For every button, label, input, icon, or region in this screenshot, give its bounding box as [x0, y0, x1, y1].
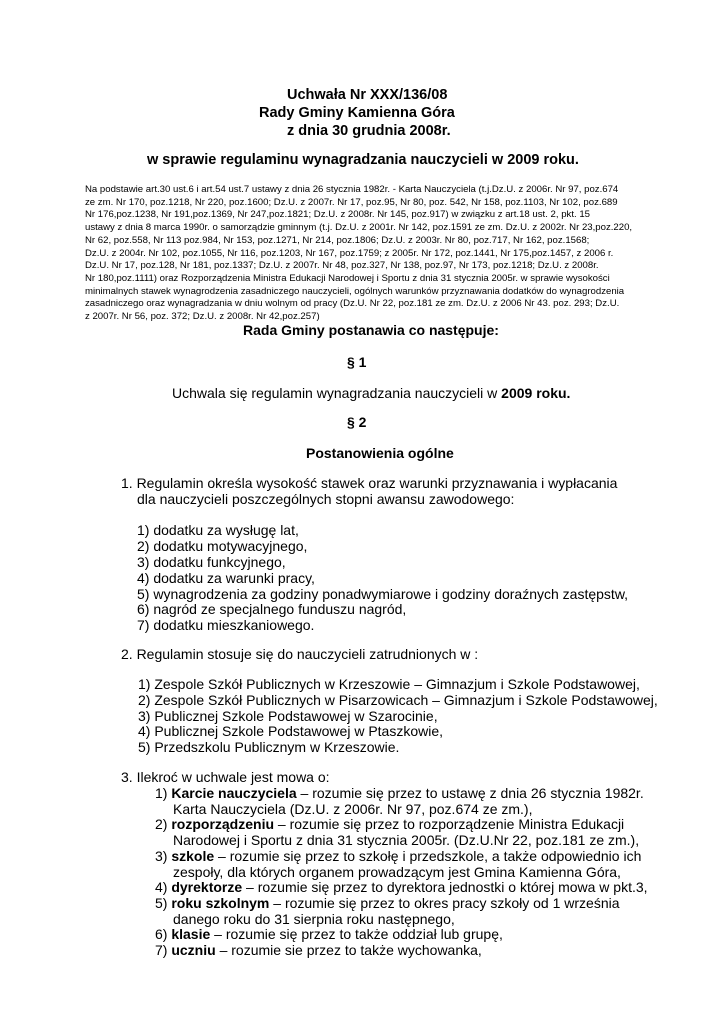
- definition-continuation: Karta Nauczyciela (Dz.U. z 2006r. Nr 97, poz.674 ze zm.),: [173, 801, 533, 817]
- point-1-line-2: dla nauczycieli poszczególnych stopni awansu zawodowego:: [137, 491, 515, 507]
- definition-text: – rozumie się przez to ustawę z dnia 26 stycznia 1982r.: [296, 785, 644, 801]
- definition-continuation: danego roku do 31 sierpnia roku następnego,: [173, 911, 455, 927]
- definition-szkola: [155, 848, 641, 864]
- council-decides-heading: Rada Gminy postanawia co następuje:: [243, 322, 499, 338]
- council-name: Rady Gminy Kamienna Góra: [259, 105, 455, 121]
- definition-number: 5): [155, 895, 168, 911]
- point-3-line: 3. Ilekroć w uchwale jest mowa o:: [121, 769, 330, 785]
- definition-number: 7): [155, 942, 168, 958]
- definition-continuation: Narodowej i Sportu z dnia 31 stycznia 2005r. (Dz.U.Nr 22, poz.181 ze zm.),: [173, 832, 640, 848]
- definition-term: szkole: [171, 848, 215, 864]
- definition-term: klasie: [171, 926, 211, 942]
- definition-text: – rozumie sie przez to także wychowanka,: [215, 942, 482, 958]
- definition-text: – rozumie się przez to także oddział lub grupę,: [210, 926, 503, 942]
- definition-term: dyrektorze: [171, 879, 243, 895]
- legal-basis-line: ze zm. Nr 170, poz.1218, Nr 220, poz.1600; Dz.U. z 2007r. Nr 17, poz.95, Nr 80, poz. 542, Nr 158, poz.1103, Nr 102, poz.689: [85, 196, 618, 208]
- legal-basis-line: Na podstawie art.30 ust.6 i art.54 ust.7 ustawy z dnia 26 stycznia 1982r. - Karta Nauczyciela (t.j.Dz.U. z 2006r. Nr 97, poz.674: [85, 184, 619, 195]
- section-2-label: § 2: [347, 414, 367, 430]
- point-2-item: 2) Zespole Szkół Publicznych w Pisarzowicach – Gimnazjum i Szkole Podstawowej,: [138, 692, 658, 708]
- definition-text: – rozumie się przez to okres pracy szkoły od 1 września: [269, 895, 620, 911]
- definition-continuation: zespoły, dla których organem prowadzącym jest Gmina Kamienna Góra,: [173, 864, 621, 880]
- point-1-item: 6) nagród ze specjalnego funduszu nagród,: [137, 601, 407, 617]
- legal-basis-line: Nr 176,poz.1238, Nr 191,poz.1369, Nr 247,poz.1821; Dz.U. z 2008r. Nr 145, poz.917) w związku z art.18 ust. 2, pkt. 15: [85, 209, 591, 221]
- definition-number: 3): [155, 848, 168, 864]
- definition-klasa: [155, 926, 503, 942]
- point-2-line: 2. Regulamin stosuje się do nauczycieli zatrudnionych w :: [121, 646, 479, 662]
- legal-basis-line: Nr 62, poz.558, Nr 113 poz.984, Nr 153, poz.1271, Nr 214, poz.1806; Dz.U. z 2003r. Nr 80, poz.717, Nr 162, poz.1568;: [85, 234, 590, 246]
- legal-basis: [85, 184, 645, 324]
- definition-rozporzadzenie: [155, 816, 624, 832]
- definition-term: uczniu: [171, 942, 216, 958]
- legal-basis-line: z 2007r. Nr 56, poz. 372; Dz.U. z 2008r. Nr 42,poz.257): [85, 311, 320, 323]
- resolution-date: z dnia 30 grudnia 2008r.: [287, 123, 451, 139]
- definition-text: – rozumie się przez to dyrektora jednostki o której mowa w pkt.3,: [242, 879, 648, 895]
- section-1-text-regular: Uchwala się regulamin wynagradzania nauczycieli w: [172, 385, 502, 401]
- section-1-text-bold: 2009 roku.: [501, 385, 571, 401]
- point-1-item: 2) dodatku motywacyjnego,: [137, 538, 308, 554]
- point-2-item: 5) Przedszkolu Publicznym w Krzeszowie.: [138, 739, 400, 755]
- section-1-label: § 1: [347, 354, 367, 370]
- point-1-item: 5) wynagrodzenia za godziny ponadwymiarowe i godziny doraźnych zastępstw,: [137, 586, 629, 602]
- legal-basis-line: Dz.U. z 2004r. Nr 102, poz.1055, Nr 116, poz.1203, Nr 167, poz.1759; z 2005r. Nr 172, poz.1441, Nr 175,poz.1457, z 2006 r.: [85, 247, 614, 259]
- definition-rok-szkolny: [155, 895, 620, 911]
- definition-number: 2): [155, 816, 168, 832]
- point-1-line-1: 1. Regulamin określa wysokość stawek oraz warunki przyznawania i wypłacania: [121, 475, 618, 491]
- legal-basis-line: zasadniczego oraz wynagradzania w dniu wolnym od pracy (Dz.U. Nr 22, poz.181 ze zm. Dz.U. z 2006 Nr 43. poz. 293; Dz.U.: [85, 298, 620, 310]
- definition-uczen: [155, 942, 482, 958]
- definition-number: 1): [155, 785, 168, 801]
- legal-basis-line: Dz.U. Nr 17, poz.128, Nr 181, poz.1337; Dz.U. z 2007r. Nr 48, poz.327, Nr 138, poz.97, Nr 173, poz.1218; Dz.U. z 2008r.: [85, 260, 599, 272]
- definition-dyrektor: [155, 879, 648, 895]
- section-2-heading: Postanowienia ogólne: [306, 445, 454, 461]
- point-1-item: 7) dodatku mieszkaniowego.: [137, 617, 315, 633]
- point-1-item: 4) dodatku za warunki pracy,: [137, 570, 315, 586]
- resolution-subject: w sprawie regulaminu wynagradzania nauczycieli w 2009 roku.: [147, 152, 579, 168]
- legal-basis-line: ustawy z dnia 8 marca 1990r. o samorządzie gminnym (t.j. Dz.U. z 2001r. Nr 142, poz.1591 ze zm. Dz.U. z 2002r. Nr 23,poz.220,: [85, 222, 633, 234]
- definition-number: 6): [155, 926, 168, 942]
- definition-number: 4): [155, 879, 168, 895]
- definition-text: – rozumie się przez to szkołę i przedszkole, a także odpowiednio ich: [214, 848, 642, 864]
- definition-text: – rozumie się przez to rozporządzenie Ministra Edukacji: [274, 816, 625, 832]
- resolution-number: Uchwała Nr XXX/136/08: [287, 87, 448, 103]
- point-2-item: 4) Publicznej Szkole Podstawowej w Ptaszkowie,: [138, 723, 444, 739]
- definition-term: rozporządzeniu: [171, 816, 275, 832]
- definition-term: roku szkolnym: [171, 895, 270, 911]
- point-2-item: 1) Zespole Szkół Publicznych w Krzeszowie – Gimnazjum i Szkole Podstawowej,: [138, 676, 640, 692]
- point-2-item: 3) Publicznej Szkole Podstawowej w Szarocinie,: [138, 708, 438, 724]
- point-1-item: 3) dodatku funkcyjnego,: [137, 554, 286, 570]
- legal-basis-line: minimalnych stawek wynagrodzenia zasadniczego nauczycieli, ogólnych warunków przyznawania dodatków do wynagrodzenia: [85, 285, 625, 297]
- point-1-item: 1) dodatku za wysługę lat,: [137, 522, 299, 538]
- section-1-text: [172, 385, 570, 401]
- legal-basis-line: Nr 180,poz.1111) oraz Rozporządzenia Ministra Edukacji Narodowej i Sportu z dnia 31 stycznia 2005r. w sprawie wysokości: [85, 272, 610, 284]
- definition-karta: [155, 785, 644, 801]
- definition-term: Karcie nauczyciela: [171, 785, 297, 801]
